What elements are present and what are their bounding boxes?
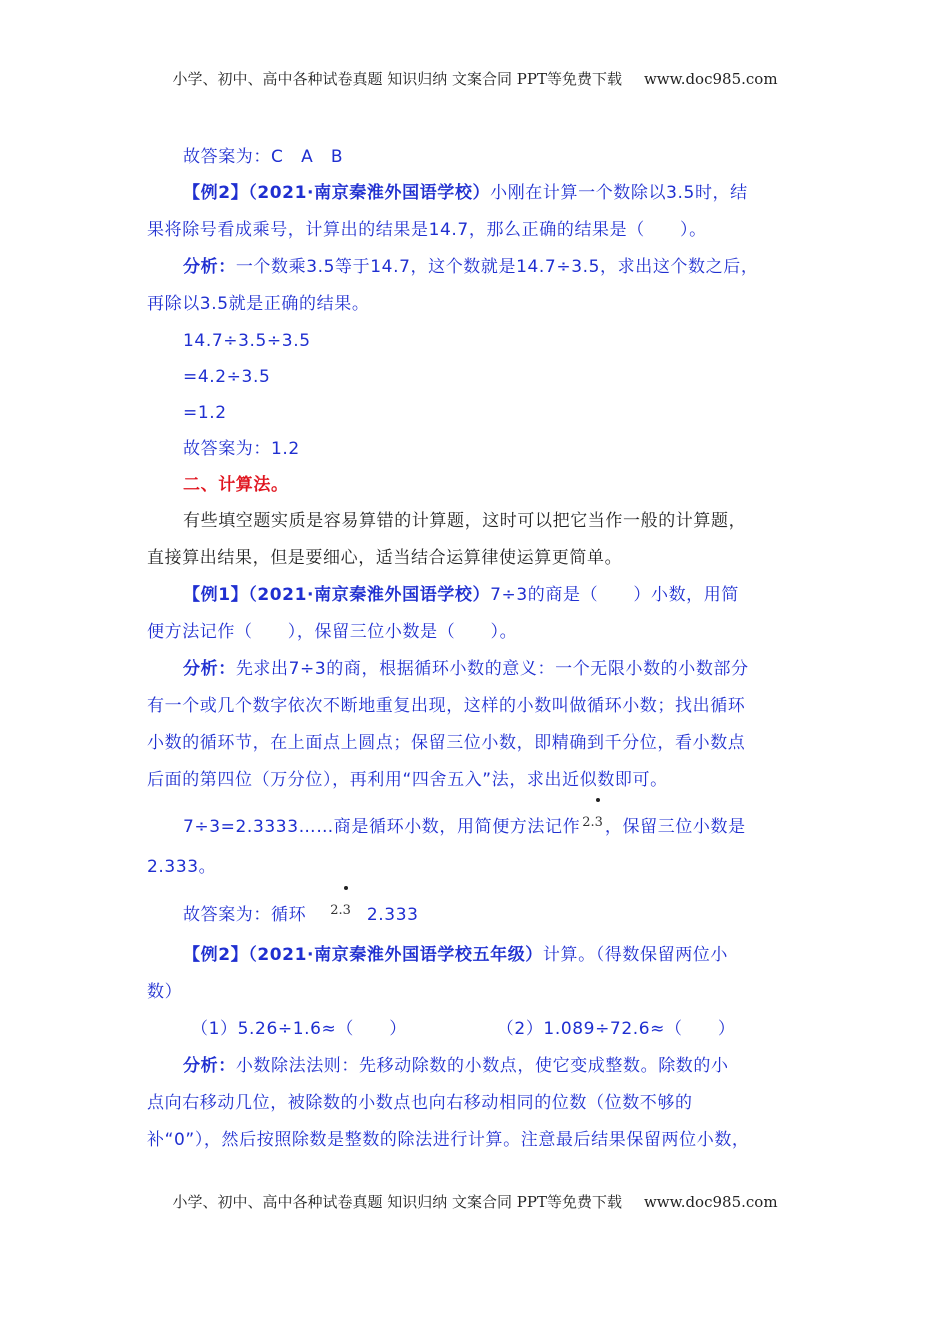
analysis-1-line-1 (147, 254, 807, 280)
example-2b-line-1 (147, 942, 807, 968)
calc-line-1: 14.7÷3.5÷3.5 (183, 331, 311, 351)
footer-text: 小学、初中、高中各种试卷真题 知识归纳 文案合同 PPT等免费下载 (172, 1193, 622, 1211)
example-tag: 【例1】（2021·南京秦淮外国语学校） (183, 585, 491, 605)
solution-text: 7÷3=2.3333……商是循环小数，用简便方法记作 (183, 817, 581, 837)
analysis-1-line-2: 再除以3.5就是正确的结果。 (147, 294, 370, 314)
analysis-3-line-2: 点向右移动几位，被除数的小数点也向右移动相同的位数（位数不够的 (147, 1093, 693, 1113)
analysis-3-line-3: 补“0”），然后按照除数是整数的除法进行计算。注意最后结果保留两位小数， (147, 1130, 750, 1150)
example-text: 小刚在计算一个数除以3.5时，结 (490, 183, 748, 203)
calc-line-3: =1.2 (183, 403, 227, 423)
analysis-2-line-2: 有一个或几个数字依次不断地重复出现，这样的小数叫做循环小数；找出循环 (147, 696, 746, 716)
example-2a-line-1 (147, 180, 807, 206)
analysis-3-line-1 (147, 1053, 807, 1079)
example-2b-line-2: 数） (147, 982, 183, 1002)
solution-line-2: 2.333。 (147, 857, 217, 877)
answer-line-3 (147, 898, 807, 924)
header-text: 小学、初中、高中各种试卷真题 知识归纳 文案合同 PPT等免费下载 (172, 70, 622, 88)
example-2a-line-2: 果将除号看成乘号，计算出的结果是14.7，那么正确的结果是（ ）。 (147, 220, 707, 240)
question-2: （2）1.089÷72.6≈（ ） (496, 1019, 736, 1039)
solution-text-2: ，保留三位小数是 (604, 817, 746, 837)
analysis-2-line-1 (147, 656, 807, 682)
repeating-decimal-text: 2.3 (330, 903, 351, 918)
analysis-text: 先求出7÷3的商，根据循环小数的意义：一个无限小数的小数部分 (235, 659, 749, 679)
answer-text: 故答案为：循环 (183, 905, 307, 925)
intro-line-1: 有些填空题实质是容易算错的计算题，这时可以把它当作一般的计算题， (183, 511, 747, 531)
question-1: （1）5.26÷1.6≈（ ） (191, 1019, 407, 1039)
answer-line-1: 故答案为：C A B (183, 147, 344, 167)
header-site-link[interactable]: www.doc985.com (643, 70, 778, 88)
analysis-tag: 分析： (183, 1056, 236, 1076)
analysis-tag: 分析： (183, 659, 236, 679)
document-body (147, 144, 807, 1150)
repeat-dot-icon (596, 798, 600, 802)
analysis-tag: 分析： (183, 257, 236, 277)
example-tag: 【例2】（2021·南京秦淮外国语学校） (183, 183, 491, 203)
answer-value: 2.333 (366, 905, 419, 925)
repeat-dot-icon (344, 886, 348, 890)
repeating-decimal (582, 810, 603, 836)
example-1-line-2: 便方法记作（ ），保留三位小数是（ ）。 (147, 622, 518, 642)
analysis-2-line-4: 后面的第四位（万分位），再利用“四舍五入”法，求出近似数即可。 (147, 770, 668, 790)
footer-site-link[interactable]: www.doc985.com (643, 1193, 778, 1211)
question-line (147, 1016, 807, 1042)
solution-line-1 (147, 810, 807, 836)
example-text: 7÷3的商是（ ）小数，用简 (490, 585, 739, 605)
example-tag: 【例2】（2021·南京秦淮外国语学校五年级） (183, 945, 543, 965)
intro-line-2: 直接算出结果，但是要细心，适当结合运算律使运算更简单。 (147, 548, 623, 568)
analysis-text: 小数除法法则：先移动除数的小数点，使它变成整数。除数的小 (235, 1056, 729, 1076)
repeating-decimal (330, 898, 351, 924)
page-header (0, 68, 950, 89)
repeating-decimal-text: 2.3 (582, 815, 603, 830)
section-heading: 二、计算法。 (183, 475, 289, 495)
example-1-line-1 (147, 582, 807, 608)
answer-line-2: 故答案为：1.2 (183, 439, 300, 459)
analysis-text: 一个数乘3.5等于14.7，这个数就是14.7÷3.5，求出这个数之后， (235, 257, 759, 277)
example-text: 计算。（得数保留两位小 (542, 945, 729, 965)
analysis-2-line-3: 小数的循环节，在上面点上圆点；保留三位小数，即精确到千分位，看小数点 (147, 733, 746, 753)
page-footer (0, 1191, 950, 1212)
calc-line-2: =4.2÷3.5 (183, 367, 271, 387)
